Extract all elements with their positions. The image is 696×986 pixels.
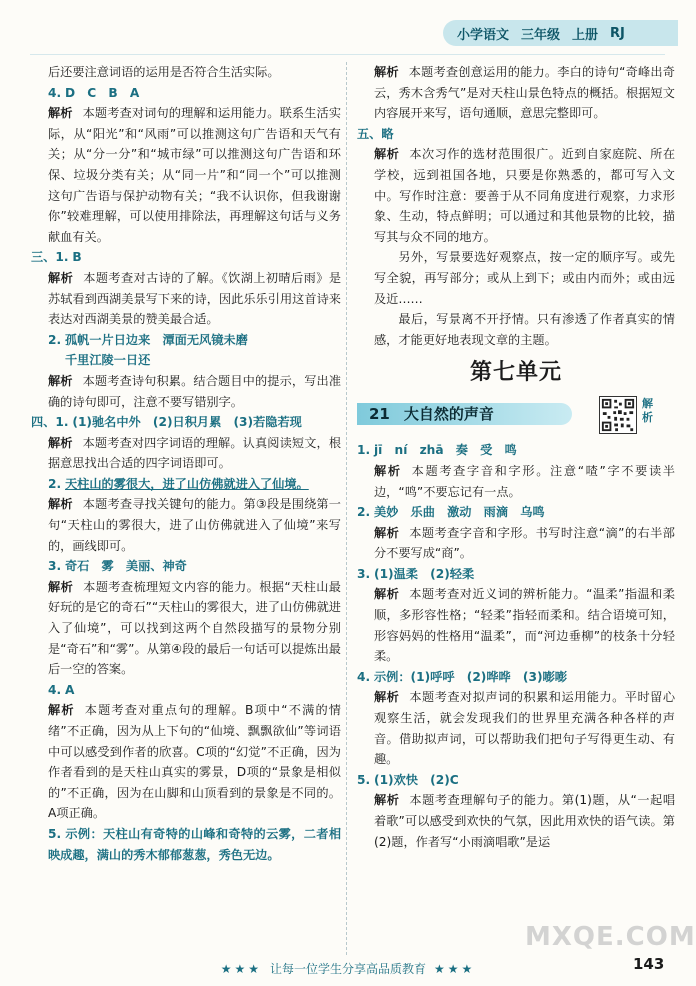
intro-line: 后还要注意词语的运用是否符合生活实际。 (48, 65, 280, 79)
s4-q1-analysis: 解析 本题考查对四字词语的理解。认真阅读短文，根据意思找出合适的四字词语即可。 (48, 435, 342, 471)
footer-stars-left: ★★★ (220, 962, 262, 976)
r-analysis-1: 解析 本题考查创意运用的能力。李白的诗句“奇峰出奇云，秀木含秀气”是对天柱山景色特点的概括。根据短文内容展开来写，语句通顺，意思完整即可。 (374, 65, 675, 121)
s3-q2-answer-line: 2. 孤帆一片日边来 潭面无风镜未磨 (48, 332, 248, 347)
section-three: 三、 (31, 250, 56, 265)
footer-slogan: 让每一位学生分享高品质教育 (269, 962, 426, 976)
l21-q4-answer-line: 4. 示例：(1)呼呼 (2)哗哗 (3)嘭嘭 (357, 669, 567, 684)
analysis-label: 解析 (48, 106, 73, 121)
lesson-number: 21 (369, 405, 390, 424)
l21-q3-analysis: 解析 本题考查对近义词的辨析能力。“温柔”指温和柔顺，多形容性格；“轻柔”指轻而柔和。结合语境可知，形容妈妈的性格用“温柔”，而“河边垂柳”的枝条十分轻柔。 (374, 587, 675, 664)
footer (0, 960, 696, 977)
s4-q5-answer-line: 5. 示例：天柱山有奇特的山峰和奇特的云雾，二者相映成趣，满山的秀木郁郁葱葱，秀色无边。 (48, 826, 342, 862)
s4-q1-answer-line: 四、1. (1)驰名中外 (2)日积月累 (3)若隐若现 (31, 415, 302, 430)
s4-q2-answer-line: 2. 天柱山的雾很大，进了山仿佛就进入了仙境。 (48, 476, 309, 491)
s3-q2-analysis: 解析 本题考查诗句积累。结合题目中的提示，写出准确的诗句即可，注意不要写错别字。 (48, 373, 342, 409)
q4-answer: D C B A (65, 85, 140, 100)
s4-q4-answer-line: 4. A (48, 682, 75, 697)
l21-q1-answer-line: 1. jī ní zhā 奏 受 鸣 (357, 443, 517, 458)
s3-q2-answer-line-2: 千里江陵一日还 (65, 353, 151, 368)
l21-q4-analysis: 解析 本题考查对拟声词的积累和运用能力。平时留心观察生活，就会发现我们的世界里充满各种各样的声音。借助拟声词，可以帮助我们把句子写得更生动、有趣。 (374, 690, 676, 767)
header-subject: 小学语文 (457, 27, 510, 43)
l21-q2-analysis: 解析 本题考查字音和字形。书写时注意“滴”的右半部分不要写成“商”。 (374, 525, 675, 561)
q4-answer-line: 4. D C B A (48, 85, 140, 100)
header-term: 上册 (572, 27, 599, 43)
header-rule (30, 54, 665, 55)
left-column (31, 62, 341, 865)
header-bar (443, 20, 678, 46)
s4-q4-analysis: 解析 本题考查对重点句的理解。B项中“不满的情绪”不正确，因为从上下句的“仙境、飘飘欲仙”等词语中可以感受到作者的欣喜。C项的“幻觉”不正确，因为作者看到的是天柱山真实的雾景，D项的“景象是相似的”不正确，因为在山脚和山顶看到的景象是不同的。A项正确。 (48, 703, 341, 821)
lesson-header (357, 396, 675, 432)
column-divider (346, 62, 347, 955)
s5-answer-line: 五、略 (357, 126, 394, 141)
section-five: 五、 (357, 126, 382, 141)
qr-analysis-label: 解析 (642, 397, 653, 425)
header-grade: 三年级 (521, 27, 561, 43)
s5-paragraph-2: 另外，写景要选好观察点，按一定的顺序写。或先写全貌，再写部分；或从上到下；或由内而外；或由远及近…… (374, 250, 675, 306)
lesson-pill (357, 403, 572, 425)
s3-q1-answer-line: 三、1. B (31, 250, 82, 265)
s5-paragraph-3: 最后，写景离不开抒情。只有渗透了作者真实的情感，才能更好地表现文章的主题。 (374, 312, 675, 347)
watermark: MXQE.COM (525, 922, 696, 952)
unit-title: 第七单元 (469, 360, 562, 386)
l21-q2-answer-line: 2. 美妙 乐曲 激动 雨滴 乌鸣 (357, 505, 545, 520)
l21-q5-analysis: 解析 本题考查理解句子的能力。第(1)题，从“一起唱着歌”可以感受到欢快的气氛，因此用欢快的语气读。第(2)题，作者写“小雨滴唱歌”是运 (374, 793, 676, 849)
q4-analysis: 解析 本题考查对词句的理解和运用能力。联系生活实际，从“阳光”和“风雨”可以推测这句广告语和天气有关；从“分一分”和“城市绿”可以推测这句广告语和环保、垃圾分类有关；从“同一片”和“同一个”可以推测这句广告语与保护动物有关；“我不认识你，但我谢谢你”较难理解，可以使用排除法，再理解这句话与义务献血有关。 (48, 106, 342, 244)
right-column (357, 62, 675, 852)
l21-q3-answer-line: 3. (1)温柔 (2)轻柔 (357, 566, 475, 581)
qr-code-icon[interactable] (599, 396, 637, 434)
footer-stars-right: ★★★ (434, 962, 476, 976)
section-four: 四、 (31, 415, 56, 430)
s3-q1-analysis: 解析 本题考查对古诗的了解。《饮湖上初晴后雨》是苏轼看到西湖美景写下来的诗，因此乐乐引用这首诗来表达对西湖美景的赞美最合适。 (48, 270, 342, 327)
s5-analysis: 解析 本次习作的选材范围很广。近到自家庭院、所在学校，远到祖国各地，只要是你熟悉的，都可写入文中。写作时注意：要善于从不同角度进行观察，力求形象、生动，特点鲜明；可以通过和其他景物的比较，描写其与众不同的地方。 (374, 147, 676, 244)
s4-q3-answer-line: 3. 奇石 雾 美丽、神奇 (48, 559, 187, 574)
l21-q5-answer-line: 5. (1)欢快 (2)C (357, 772, 459, 787)
header-edition: RJ (610, 25, 625, 41)
s4-q3-analysis: 解析 本题考查梳理短文内容的能力。根据“天柱山最好玩的是它的奇石”“天柱山的雾很大，进了山仿佛就进入了仙境”，可以找到这两个自然段描写的景物分别是“奇石”和“雾”。从第④段的最后一句话可以提炼出最后一空的答案。 (48, 579, 341, 677)
s4-q2-analysis: 解析 本题考查寻找关键句的能力。第③段是围绕第一句“天柱山的雾很大，进了山仿佛就进入了仙境”来写的，画线即可。 (48, 497, 341, 553)
l21-q1-analysis: 解析 本题考查字音和字形。注意“喳”字不要读半边，“鸣”不要忘记有一点。 (374, 463, 675, 499)
lesson-title: 大自然的声音 (403, 405, 494, 424)
page-number: 143 (633, 955, 665, 973)
